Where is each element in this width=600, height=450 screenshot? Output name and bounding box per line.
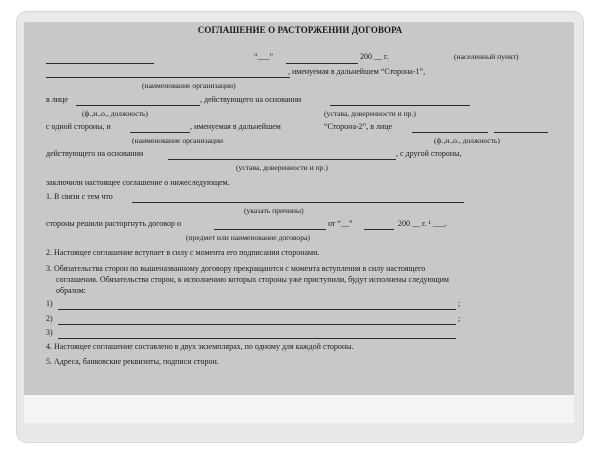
blank-line (494, 132, 548, 133)
blank-line (130, 132, 190, 133)
blank-line (58, 338, 456, 339)
blank-line (286, 63, 358, 64)
blank-line (364, 229, 394, 230)
blank-line (330, 105, 470, 106)
year-2-text: 200 __ г. ¹ ___. (398, 219, 447, 228)
item-4-text: 4. Настоящее соглашение составлено в двух экземплярах, по одному для каждой стороны. (46, 342, 354, 351)
item-3-line-3: образом: (56, 286, 86, 295)
item-1-text: 1. В связи с тем что (46, 192, 113, 201)
blank-line (214, 229, 326, 230)
fio-label: (ф.,и.,о., должность) (82, 109, 148, 118)
blank-line (58, 324, 456, 325)
one-side-text: с одной стороны, и (46, 122, 111, 131)
charter-label-2: (устава, доверенности и пр.) (236, 163, 328, 172)
date-year: 200 __ г. (360, 52, 389, 61)
blank-line (58, 309, 456, 310)
blank-line (46, 63, 154, 64)
acting-basis-text: , действующего на основании (200, 95, 302, 104)
number-1: 1) (46, 299, 53, 308)
party2-text: “Сторона-2”, в лице (324, 122, 393, 131)
named-further-text: , именуемая в дальнейшем (190, 122, 281, 131)
org-label-2: (наименование организации (132, 136, 224, 145)
blank-line (412, 132, 488, 133)
item-3-line-1: 3. Обязательства сторон по вышеназванному договору прекращаются с момента вступления в силу настоящего (46, 264, 426, 273)
in-person-text: в лице (46, 95, 68, 104)
subject-label: (предмет или наименование договора) (186, 233, 310, 242)
org-label: (наименование организации) (142, 81, 236, 90)
party1-text: , именуемая в дальнейшем “Сторона-1”, (288, 67, 426, 76)
date-day: “___” (254, 52, 274, 61)
sheet-bottom-band (24, 395, 574, 423)
charter-label: (устава, доверенности и пр.) (324, 109, 416, 118)
acting-basis-2-text: действующего на основании (46, 149, 144, 158)
blank-line (132, 202, 464, 203)
item-3-line-2: соглашения. Обязательства сторон, к исполнению которых стороны уже приступили, будут исполнены следующим (56, 275, 449, 284)
reason-label: (указать причины) (244, 206, 304, 215)
item-2-text: 2. Настоящее соглашение вступает в силу с момента его подписания сторонами. (46, 248, 320, 257)
item-5-text: 5. Адреса, банковские реквизиты, подписи сторон. (46, 357, 219, 366)
blank-line (168, 159, 396, 160)
number-3: 3) (46, 328, 53, 337)
concluded-text: заключили настоящее соглашение о нижеследующем. (46, 178, 230, 187)
place-label: (населенный пункт) (454, 52, 519, 61)
other-side-text: , с другой стороны, (396, 149, 462, 158)
semicolon-1: ; (458, 299, 461, 308)
semicolon-2: ; (458, 314, 461, 323)
blank-line (46, 77, 290, 78)
document-title: СОГЛАШЕНИЕ О РАСТОРЖЕНИИ ДОГОВОРА (197, 25, 403, 35)
decided-text: стороны решили расторгнуть договор о (46, 219, 181, 228)
number-2: 2) (46, 314, 53, 323)
blank-line (76, 105, 200, 106)
from-date-text: от “__” (328, 219, 353, 228)
fio-label-2: (ф.,и.,о., должность) (434, 136, 500, 145)
